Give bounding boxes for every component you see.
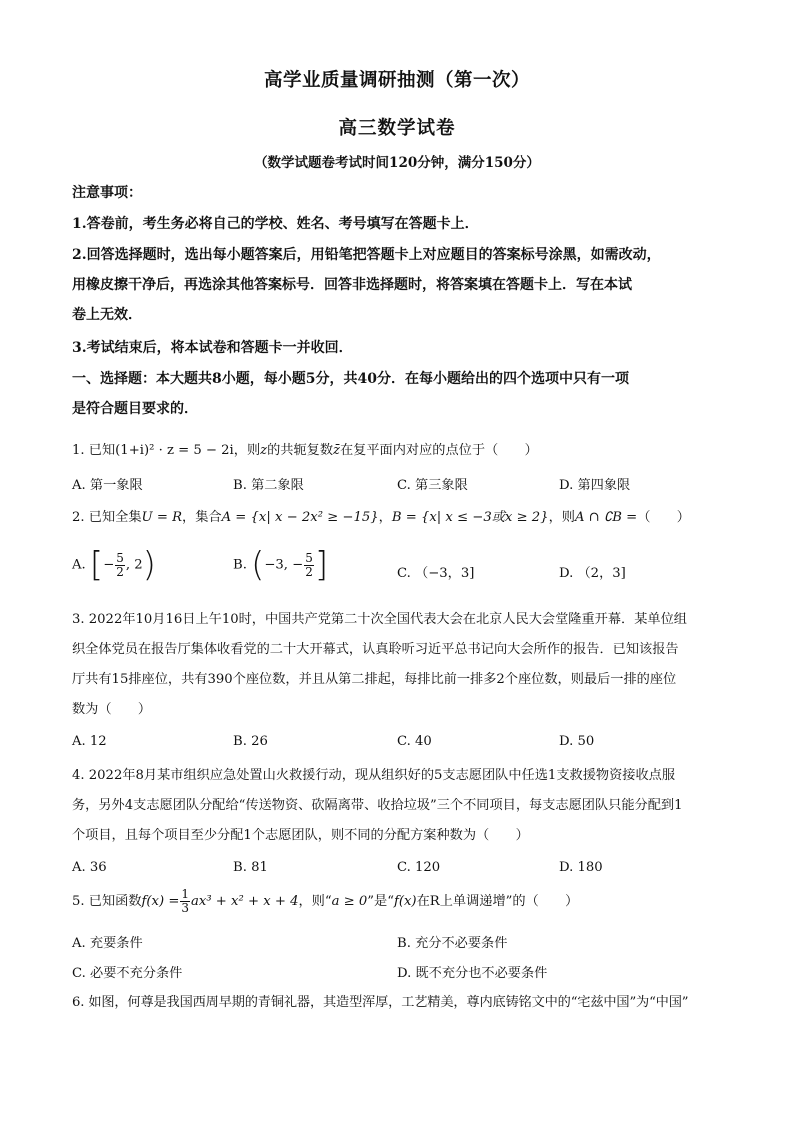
question-6-line-1: 6. 如图，何尊是我国西周早期的青铜礼器，其造型浑厚，工艺精美，尊内底铸铭文中的“宅兹中国”为“中国” [72,995,689,1010]
notice-heading: 注意事项： [72,185,142,201]
q5-option-d: D. 既不充分也不必要条件 [397,966,548,981]
q2-a-open-bracket: [ [89,545,104,585]
q2-a-label: A. [72,557,86,573]
q2-a-fraction [115,552,125,579]
question-4-line-2: 务，另外4支志愿团队分配给“传送物资、砍隔离带、收拾垃圾”三个不同项目，每支志愿团队只能分配到1 [72,798,683,813]
q2-option-c: C. （−3，3] [397,566,475,581]
question-2 [72,503,736,533]
q2-option-b [233,545,329,585]
question-3-line-4: 数为（ ） [72,702,152,717]
q1-option-b: B. 第二象限 [233,478,304,493]
q5-text-3: 在R上单调递增”的（ ） [416,894,579,909]
q5-num: 1 [181,887,190,901]
q5-fx-2: f(x) [393,894,417,909]
q5-text-1: ，则“ [298,894,332,909]
exam-info: （数学试题卷考试时间120分钟，满分150分） [254,155,540,171]
q3-option-b: B. 26 [233,734,268,749]
q2-a-den: 2 [116,564,124,579]
q2-b-open-paren: ( [251,545,265,585]
q1-var-z: z [260,443,268,458]
notice-item-2-line-3: 卷上无效． [72,307,142,323]
q5-condition: a ≥ 0 [331,894,368,909]
q5-option-b: B. 充分不必要条件 [397,936,508,951]
q2-expression: A ∩ ∁B = [574,510,638,525]
q1-mid2: 的共轭复数 [267,443,334,458]
q4-option-c: C. 120 [397,860,441,875]
q2-option-d: D. （2，3] [559,566,626,581]
q2-a-left: − [103,557,115,573]
q1-prefix: 1. 已知 [72,443,116,458]
q5-text-2: ”是“ [367,894,394,909]
q3-option-d: D. 50 [559,734,595,749]
q2-b-close-bracket: ] [314,545,329,585]
q2-b-left: −3, − [264,557,304,573]
question-3-line-3: 厅共有15排座位，共有390个座位数，并且从第二排起，每排比前一排多2个座位数，则最后一排的座位 [72,672,677,687]
notice-item-2-line-1: 2.回答选择题时，选出每小题答案后，用铅笔把答题卡上对应题目的答案标号涂黑，如需改动， [72,247,661,263]
q2-b-den: 2 [305,564,313,579]
q5-rest: ax³ + x² + x + 4 [191,894,299,909]
q2-text-1: ，集合 [182,510,222,525]
q2-a-num: 5 [116,550,124,565]
q1-option-d: D. 第四象限 [559,478,631,493]
q5-prefix: 5. 已知函数 [72,894,142,909]
q5-fx: f(x) = [141,894,180,909]
q2-b-label: B. [233,557,247,573]
q2-prefix: 2. 已知全集 [72,510,142,525]
q3-option-a: A. 12 [72,734,107,749]
q1-mid: ，则 [233,443,261,458]
question-3-line-1: 3. 2022年10月16日上午10时，中国共产党第二十次全国代表大会在北京人民大会堂隆重开幕．某单位组 [72,612,687,627]
section-heading-line-1: 一、选择题：本大题共8小题，每小题5分，共40分．在每小题给出的四个选项中只有一项 [72,371,629,387]
q5-option-c: C. 必要不充分条件 [72,966,183,981]
q2-text-2: ， [378,510,392,525]
q2-a-right: , 2 [125,557,143,573]
q4-option-b: B. 81 [233,860,268,875]
q5-option-a: A. 充要条件 [72,936,143,951]
q5-fraction [180,888,190,915]
q4-option-a: A. 36 [72,860,107,875]
q3-option-c: C. 40 [397,734,432,749]
q5-den: 3 [181,901,190,915]
question-5 [72,887,736,917]
q2-tail: （ ） [637,510,690,525]
question-3-line-2: 织全体党员在报告厅集体收看党的二十大开幕式，认真聆听习近平总书记向大会所作的报告．已知该报告 [72,642,679,657]
notice-item-3: 3.考试结束后，将本试卷和答题卡一并收回． [72,340,353,356]
question-4-line-3: 个项目，且每个项目至少分配1个志愿团队，则不同的分配方案种数为（ ） [72,828,529,843]
q1-var-zbar: z̄ [333,443,340,458]
q2-set-a: A = {x| x − 2x² ≥ −15} [221,510,379,525]
q2-b-fraction [304,552,314,579]
notice-item-1: 1.答卷前，考生务必将自己的学校、姓名、考号填写在答题卡上． [72,216,479,232]
q2-a-close-paren: ) [142,545,156,585]
q1-option-c: C. 第三象限 [397,478,468,493]
q1-expression: (1+i)² · z = 5 − 2i [115,443,234,458]
notice-item-2-line-2: 用橡皮擦干净后，再选涂其他答案标号．回答非选择题时，将答案填在答题卡上．写在本试 [72,277,632,293]
q2-b-num: 5 [305,550,313,565]
exam-title: 高学业质量调研抽测（第一次） [263,70,530,91]
question-4-line-1: 4. 2022年8月某市组织应急处置山火救援行动，现从组织好的5支志愿团队中任选1支救援物资接收点服 [72,768,676,783]
question-1 [72,436,736,466]
exam-subtitle: 高三数学试卷 [338,118,456,139]
section-heading-line-2: 是符合题目要求的． [72,401,198,417]
q2-universal-set: U = R [141,510,183,525]
q1-option-a: A. 第一象限 [72,478,143,493]
q4-option-d: D. 180 [559,860,603,875]
q2-set-b: B = {x| x ≤ −3或x ≥ 2} [391,510,549,525]
q1-suffix: 在复平面内对应的点位于（ ） [340,443,538,458]
q2-text-3: ，则 [548,510,575,525]
q2-option-a [72,545,156,585]
